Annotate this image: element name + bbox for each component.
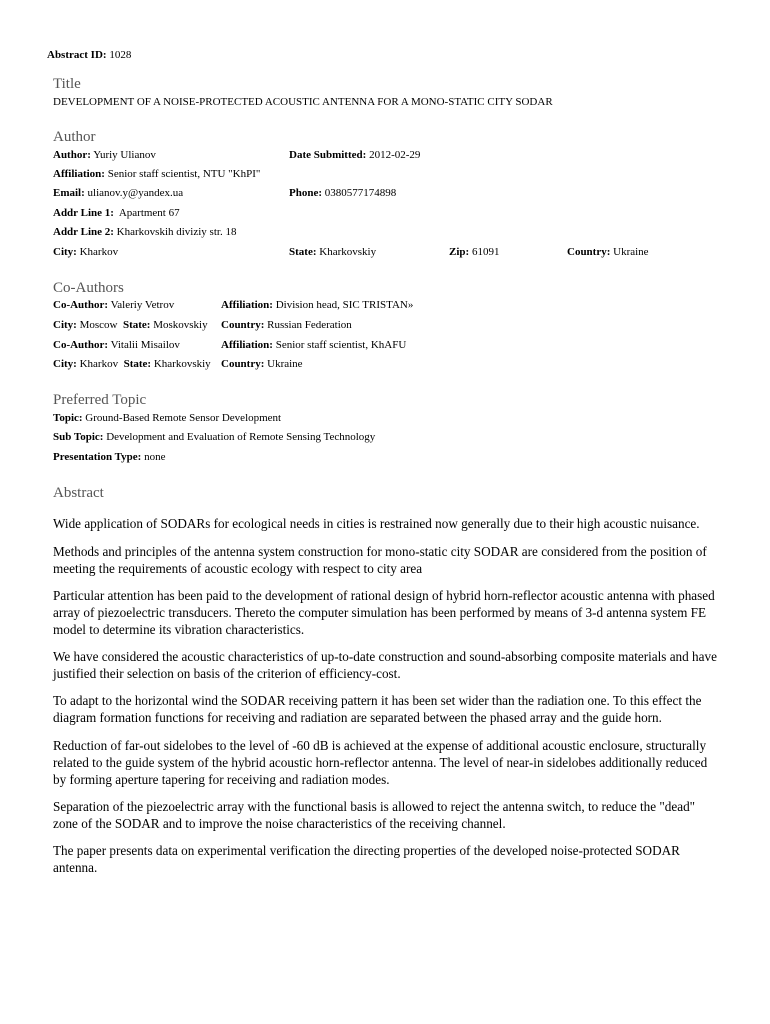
author-heading: Author (53, 129, 96, 145)
author-addr-line-1: Addr Line 1: Apartment 67 (53, 207, 180, 219)
coauthor-1-country: Country: Russian Federation (221, 319, 352, 331)
paper-title: DEVELOPMENT OF A NOISE-PROTECTED ACOUSTIC ANTENNA FOR A MONO-STATIC CITY SODAR (53, 96, 553, 108)
abstract-paragraph: The paper presents data on experimental verification the directing properties of the developed noise-protected SODAR antenna. (53, 843, 680, 875)
coauthor-2-name: Co-Author: Vitalii Misailov (53, 339, 180, 351)
date-submitted: Date Submitted: 2012-02-29 (289, 149, 421, 161)
author-country: Country: Ukraine (567, 246, 649, 258)
abstract-paragraph: Particular attention has been paid to the development of rational design of hybrid horn-reflector acoustic antenna with phased array of piezoelectric transducers. Thereto the computer simulation has been performed by means of 3-d antenna system FE model to determine its vibration characteristics. (53, 588, 715, 637)
coauthor-1-name: Co-Author: Valeriy Vetrov (53, 299, 175, 311)
coauthors-heading: Co-Authors (53, 280, 124, 296)
author-affiliation: Affiliation: Senior staff scientist, NTU "KhPI" (53, 168, 261, 180)
author-name: Author: Yuriy Ulianov (53, 149, 156, 161)
abstract-paragraph: Reduction of far-out sidelobes to the level of -60 dB is achieved at the expense of additional acoustic enclosure, structurally related to the guide system of the hybrid acoustic horn-reflector antenna. The level of near-in sidelobes additionally reduced by forming aperture tapering for receiving and radiation modes. (53, 738, 708, 787)
author-city: City: Kharkov (53, 246, 119, 258)
coauthor-2-affiliation: Affiliation: Senior staff scientist, KhAFU (221, 339, 407, 351)
coauthor-2-country: Country: Ukraine (221, 358, 303, 370)
abstract-id: Abstract ID: 1028 (47, 49, 132, 61)
abstract-paragraph: To adapt to the horizontal wind the SODAR receiving pattern it has been set wider than the radiation one. To this effect the diagram formation functions for receiving and radiation are separated between the phased array and the guide horn. (53, 693, 702, 725)
author-addr-line-2: Addr Line 2: Kharkovskih diviziy str. 18 (53, 226, 237, 238)
coauthor-1-affiliation: Affiliation: Division head, SIC TRISTAN» (221, 299, 414, 311)
author-email: Email: ulianov.y@yandex.ua (53, 187, 184, 199)
author-phone: Phone: 0380577174898 (289, 187, 397, 199)
coauthor-2-location: City: Kharkov State: Kharkovskiy (53, 358, 211, 370)
sub-topic: Sub Topic: Development and Evaluation of Remote Sensing Technology (53, 431, 376, 443)
title-heading: Title (53, 76, 81, 92)
presentation-type: Presentation Type: none (53, 451, 166, 463)
abstract-paragraph: Wide application of SODARs for ecological needs in cities is restrained now generally due to their high acoustic nuisance. (53, 516, 700, 531)
author-zip: Zip: 61091 (449, 246, 500, 258)
topic-heading: Preferred Topic (53, 392, 147, 408)
abstract-paragraph: We have considered the acoustic characteristics of up-to-date construction and sound-absorbing composite materials and have justified their selection on basis of the criterion of efficiency-cost. (53, 649, 717, 681)
author-state: State: Kharkovskiy (289, 246, 377, 258)
abstract-paragraph: Separation of the piezoelectric array with the functional basis is allowed to reject the antenna switch, to reduce the "dead" zone of the SODAR and to improve the noise characteristics of the receiving channel. (53, 799, 696, 831)
abstract-paragraph: Methods and principles of the antenna system construction for mono-static city SODAR are considered from the position of meeting the requirements of acoustic ecology with respect to city area (53, 544, 707, 576)
topic: Topic: Ground-Based Remote Sensor Development (53, 412, 282, 424)
abstract-heading: Abstract (53, 485, 104, 501)
coauthor-1-location: City: Moscow State: Moskovskiy (53, 319, 208, 331)
